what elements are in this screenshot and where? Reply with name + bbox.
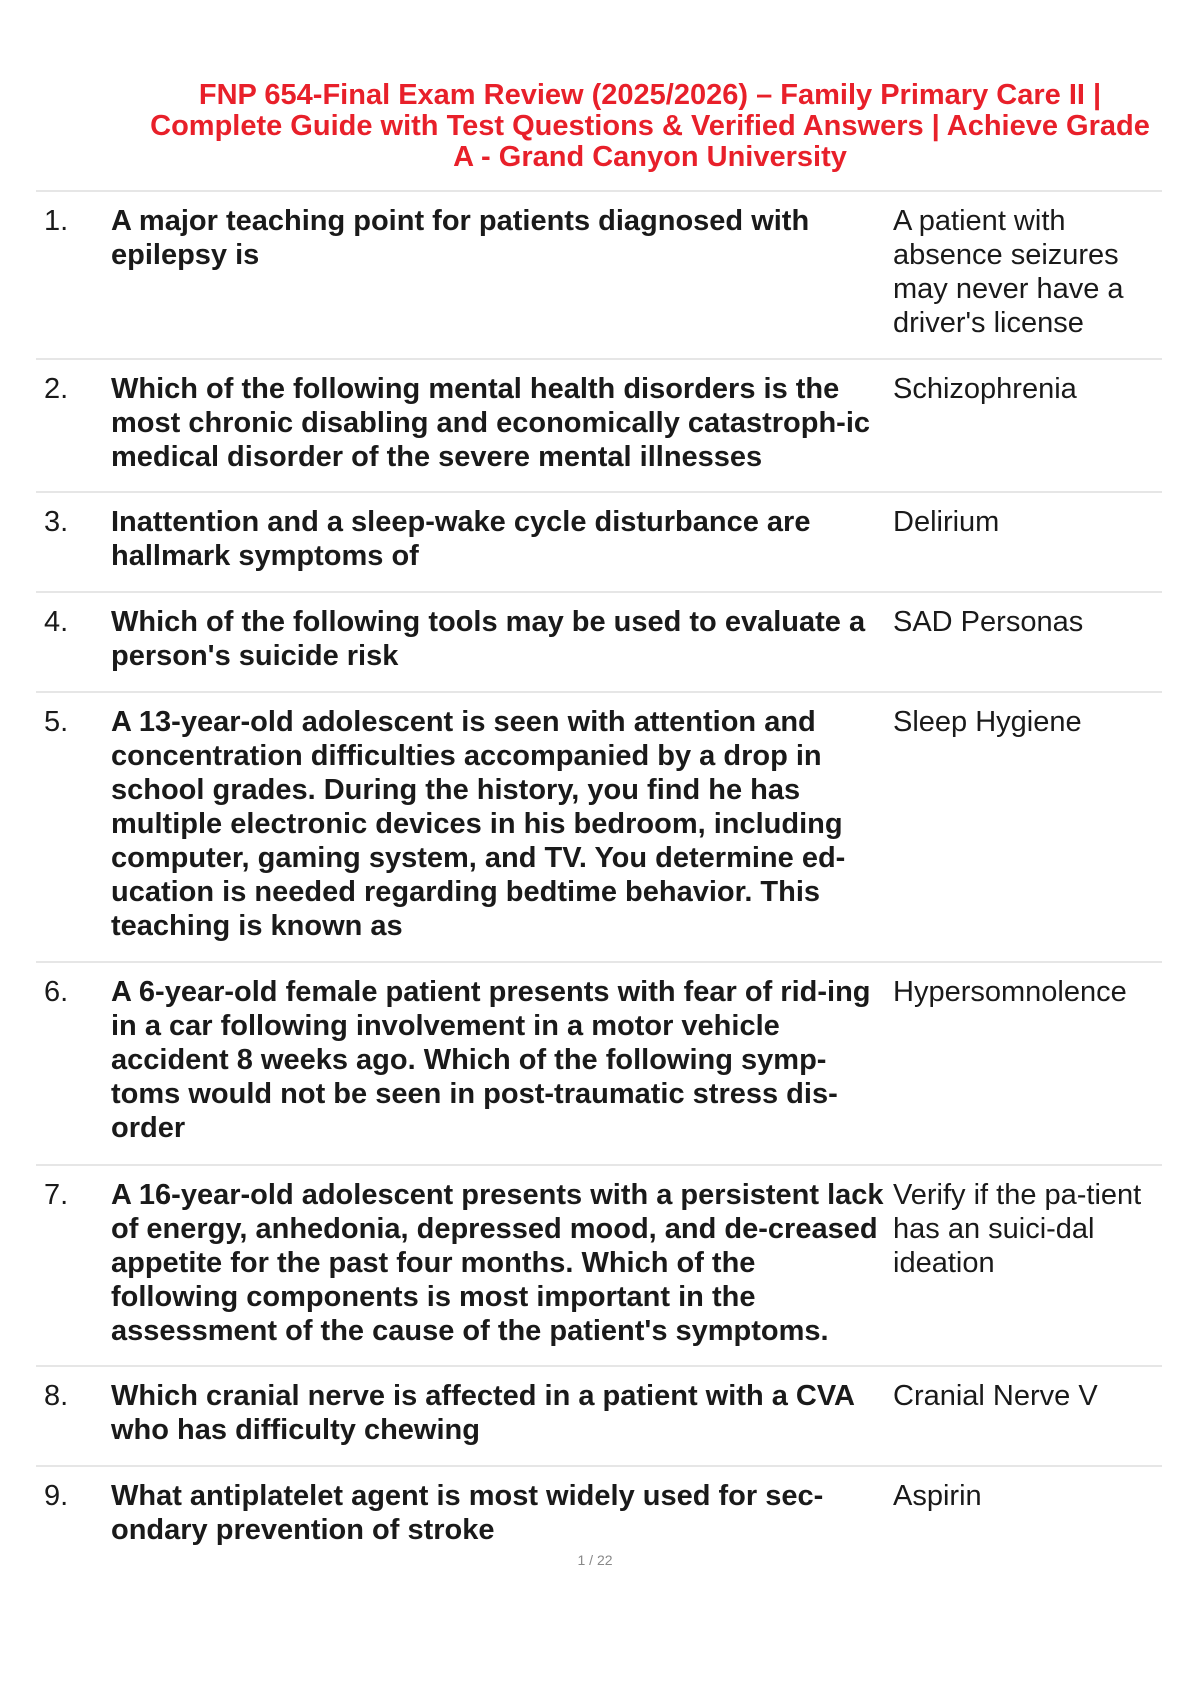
answer-text: Aspirin [893,1480,982,1512]
answer-text: Sleep Hygiene [893,706,1082,738]
question-text: A major teaching point for patients diagnosed with epilepsy is [111,205,810,271]
question-number: 3. [44,506,69,538]
answer-text: Verify if the pa-tient has an suici-dal ideation [893,1179,1142,1279]
question-number: 2. [44,373,69,405]
answer-text: Hypersomnolence [893,976,1127,1008]
answer-text: Delirium [893,506,1000,538]
question-text: Inattention and a sleep-wake cycle disturbance are hallmark symptoms of [111,506,811,572]
qa-table [36,190,1162,1567]
question-text: Which of the following tools may be used to evaluate a person's suicide risk [111,606,866,672]
page-number: 1 / 22 [577,1552,613,1568]
question-number: 4. [44,606,69,638]
question-number: 8. [44,1380,69,1412]
question-number: 6. [44,976,69,1008]
qa-row [36,192,1162,360]
question-text: A 16-year-old adolescent presents with a persistent lack of energy, anhedonia, depressed mood, and de-creased appetite for the past four months. Which of the following components is most important in the assessment of the cause of the patient's symptoms. [111,1179,884,1347]
qa-row [36,493,1162,593]
answer-text: SAD Personas [893,606,1084,638]
qa-row [36,1166,1162,1367]
question-text: What antiplatelet agent is most widely used for sec-ondary prevention of stroke [111,1480,824,1546]
question-text: Which of the following mental health disorders is the most chronic disabling and economically catastroph-ic medical disorder of the severe mental illnesses [111,373,870,473]
question-number: 1. [44,205,69,237]
question-number: 9. [44,1480,69,1512]
qa-row [36,360,1162,493]
answer-text: Cranial Nerve V [893,1380,1098,1412]
qa-row [36,1367,1162,1467]
answer-text: A patient with absence seizures may never have a driver's license [893,205,1124,339]
question-number: 5. [44,706,69,738]
qa-row [36,693,1162,963]
question-text: Which cranial nerve is affected in a patient with a CVA who has difficulty chewing [111,1380,854,1446]
answer-text: Schizophrenia [893,373,1077,405]
qa-row [36,963,1162,1166]
question-text: A 6-year-old female patient presents with fear of rid-ing in a car following involvement in a motor vehicle accident 8 weeks ago. Which of the following symp-toms would not be seen in post-traumatic stress dis-order [111,976,871,1144]
document-title: FNP 654-Final Exam Review (2025/2026) – Family Primary Care II | Complete Guide with Test Questions & Verified Answers | Achieve Grade A - Grand Canyon University [150,79,1150,173]
question-text: A 13-year-old adolescent is seen with attention and concentration difficulties accompanied by a drop in school grades. During the history, you find he has multiple electronic devices in his bedroom, including computer, gaming system, and TV. You determine ed-ucation is needed regarding bedtime behavior. This teaching is known as [111,706,846,942]
question-number: 7. [44,1179,69,1211]
qa-row [36,593,1162,693]
